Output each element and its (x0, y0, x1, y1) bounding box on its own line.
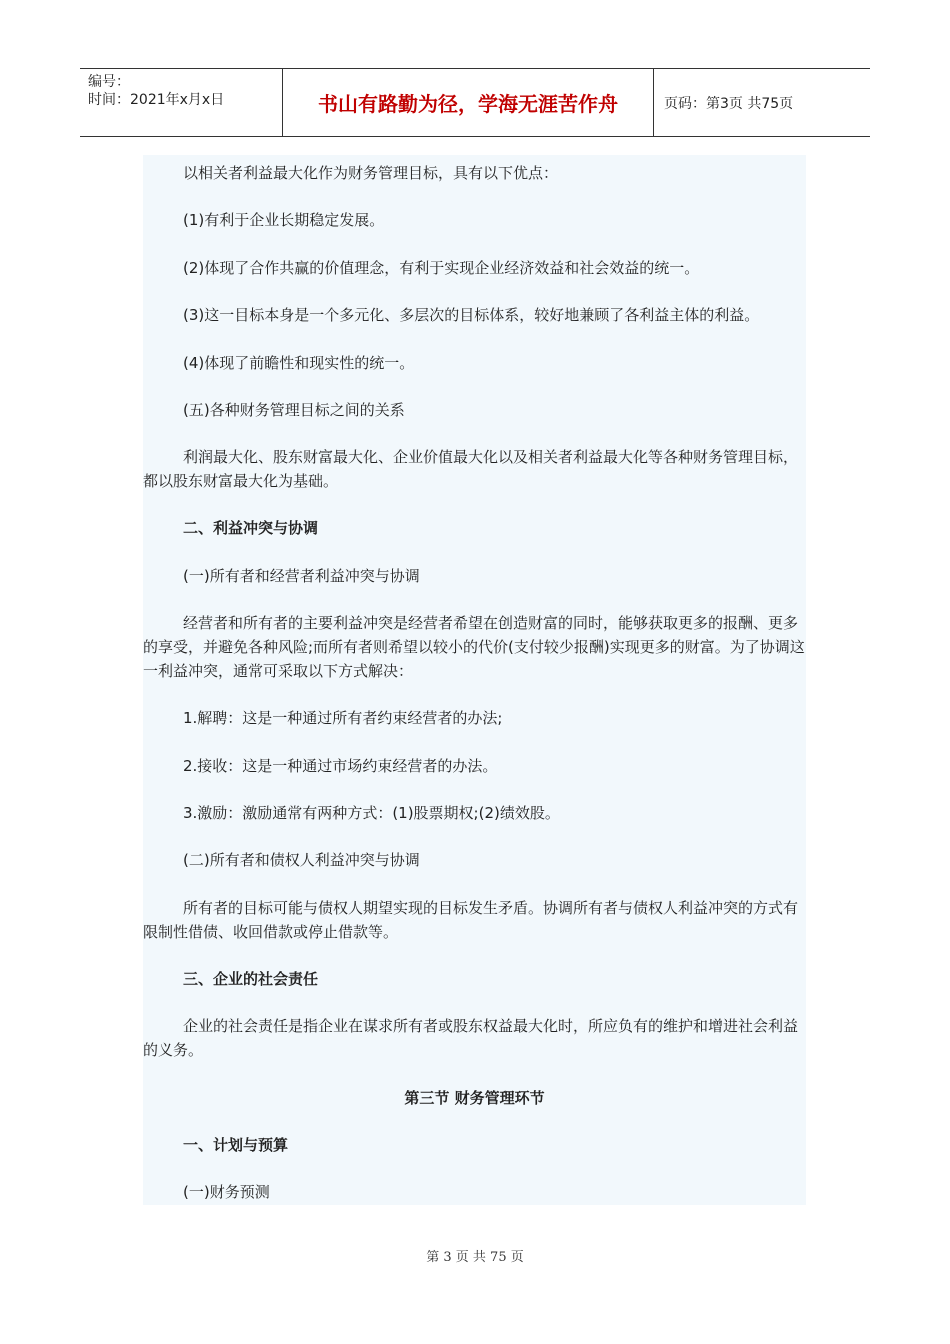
list-item: 3.激励：激励通常有两种方式：(1)股票期权;(2)绩效股。 (183, 804, 560, 822)
list-item: (4)体现了前瞻性和现实性的统一。 (183, 354, 415, 372)
paragraph: 以相关者利益最大化作为财务管理目标，具有以下优点： (183, 164, 559, 182)
section-heading: 一、计划与预算 (183, 1136, 289, 1154)
page-footer: 第 3 页 共 75 页 (426, 1250, 524, 1265)
document-body (143, 155, 806, 1205)
list-item: (1)有利于企业长期稳定发展。 (183, 211, 385, 229)
paragraph: 利润最大化、股东财富最大化、企业价值最大化以及相关者利益最大化等各种财务管理目标，都以股东财富最大化为基础。 (143, 448, 799, 490)
paragraph: 所有者的目标可能与债权人期望实现的目标发生矛盾。协调所有者与债权人利益冲突的方式有限制性借债、收回借款或停止借款等。 (143, 899, 799, 941)
subsection-heading: (二)所有者和债权人利益冲突与协调 (183, 851, 420, 869)
paragraph: 企业的社会责任是指企业在谋求所有者或股东权益最大化时，所应负有的维护和增进社会利益的义务。 (143, 1017, 799, 1059)
subsection-heading: (一)财务预测 (183, 1183, 270, 1201)
subsection-heading: (五)各种财务管理目标之间的关系 (183, 401, 405, 419)
page-header (80, 68, 870, 137)
list-item: (2)体现了合作共赢的价值理念，有利于实现企业经济效益和社会效益的统一。 (183, 259, 700, 277)
list-item: (3)这一目标本身是一个多元化、多层次的目标体系，较好地兼顾了各利益主体的利益。 (183, 306, 760, 324)
header-meta (80, 69, 283, 136)
header-motto: 书山有路勤为径，学海无涯苦作舟 (283, 69, 654, 136)
document-number-label: 编号： (88, 74, 130, 90)
subsection-heading: (一)所有者和经营者利益冲突与协调 (183, 567, 420, 585)
document-date-label: 时间：2021年x月x日 (88, 92, 225, 108)
paragraph: 经营者和所有者的主要利益冲突是经营者希望在创造财富的同时，能够获取更多的报酬、更多的享受，并避免各种风险;而所有者则希望以较小的代价(支付较少报酬)实现更多的财富。为了协调这一利益冲突，通常可采取以下方式解决： (143, 614, 805, 680)
list-item: 2.接收：这是一种通过市场约束经营者的办法。 (183, 757, 498, 775)
section-heading: 三、企业的社会责任 (183, 970, 319, 988)
header-page-number: 页码：第3页 共75页 (664, 95, 794, 112)
list-item: 1.解聘：这是一种通过所有者约束经营者的办法; (183, 709, 503, 727)
section-heading: 二、利益冲突与协调 (183, 519, 319, 537)
chapter-heading: 第三节 财务管理环节 (404, 1089, 545, 1107)
